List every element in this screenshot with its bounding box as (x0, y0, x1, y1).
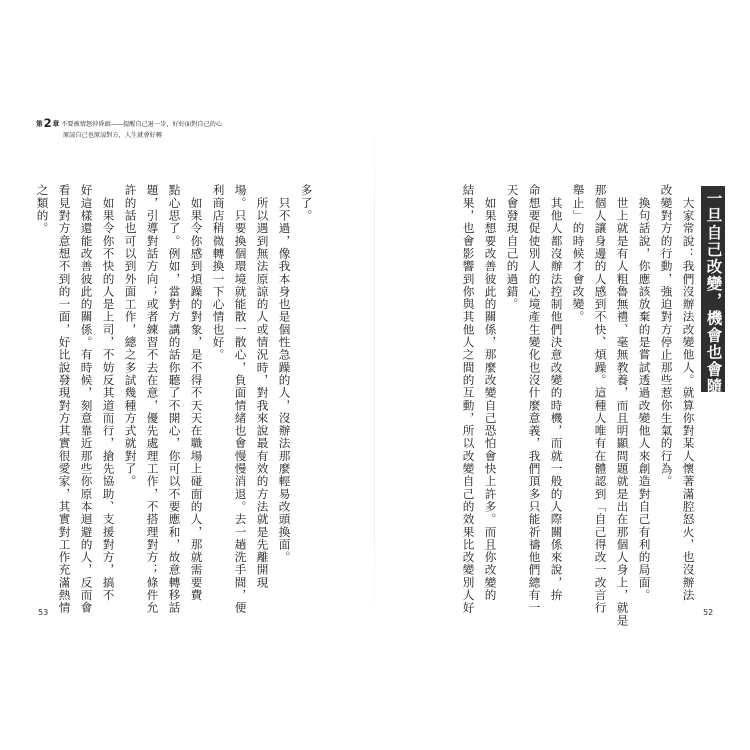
left-text-column: 利商店稍微轉換一下心情也好。 (211, 184, 226, 362)
right-text-column: 舉止」的時候才會改變。 (571, 184, 586, 324)
left-text-column: 好這樣還能改善彼此的關係。有時候，刻意靠近那些你原本迴避的人，反而會 (79, 184, 94, 615)
left-text-column: 點心思了。例如，當對方講的話你聽了不開心，你可以不要應和，故意轉移話 (167, 184, 182, 615)
right-text-column: 大家常說：我們沒辦法改變他人。就算你對某人懷著滿腔怒火，也沒辦法 (681, 184, 696, 602)
right-page-number: 52 (703, 608, 714, 617)
left-text-column: 題，引導對話方向；或者練習不去在意，優先處理工作，不搭理對方；條件允 (145, 184, 160, 615)
right-text-column: 那個人讓身邊的人感到不快、煩躁。這種人唯有在體認到「自己得改一改言行 (593, 184, 608, 615)
left-text-column: 看見對方意想不到的一面，好比說發現對方其實很愛家，其實對工作充滿熱情 (57, 184, 72, 615)
right-text-column: 其他人都沒辦法控制他們決意改變的時機，而就一般的人際關係來說，拚 (549, 184, 564, 602)
left-text-column: 多了。 (299, 184, 314, 222)
left-text-column: 如果令你感到煩躁的對象，是不得不天天在職場上碰面的人，那就需要費 (189, 184, 204, 602)
section-heading: 一旦自己改變，機會也會隨之而來 (704, 190, 723, 447)
right-text-column: 改變對方的行動，強迫對方停止那些惹你生氣的行為。 (659, 184, 674, 488)
chapter-suffix: 章 (52, 120, 60, 128)
right-text-column: 天會發現自己的過錯。 (505, 184, 520, 311)
left-text-column: 許的話也可以到外面工作，總之多試幾種方式就對了。 (123, 184, 138, 488)
chapter-title-line-2: 原諒自己也原諒對方，人生就會好轉 (63, 132, 162, 139)
running-header-line-1 (36, 118, 336, 130)
left-text-column: 場。只要換個環境就能散一散心，負面情緒也會慢慢消退。去一趟洗手間，便 (233, 184, 248, 615)
left-text-column: 之類的。 (35, 184, 50, 235)
chapter-prefix: 第 (36, 120, 43, 128)
left-text-column: 如果令你不快的人是上司，不妨反其道而行，搶先協助、支援對方，搞不 (101, 184, 116, 602)
chapter-title-line-1: 不要被情怒沖昏頭——提醒自己退一步，好好面對自己的心 (61, 121, 223, 128)
chapter-label (36, 116, 60, 130)
running-header-line-2 (36, 130, 336, 141)
right-text-column: 結果，也會影響到你與其他人之間的互動，所以改變自己的效果比改變別人好 (461, 184, 476, 615)
right-text-column: 如果想要改善彼此的關係，那麼改變自己恐怕會快上許多。而且你改變的 (483, 184, 498, 602)
left-text-column: 所以遇到無法原諒的人或情況時，對我來說最有效的方法就是先離開現 (255, 184, 270, 589)
right-text-column: 換句話說，你應該放棄的是嘗試透過改變他人來創造對自己有利的局面。 (637, 184, 652, 602)
left-page-number: 53 (38, 608, 49, 617)
right-text-column: 命想要促使別人的心境產生變化也沒什麼意義，我們頂多只能祈禱他們總有一 (527, 184, 542, 615)
left-text-column: 只不過，像我本身也是個性急躁的人，沒辦法那麼輕易改頭換面。 (277, 184, 292, 564)
right-text-column: 世上就是有人粗魯無禮、毫無教養，而且明顯問題就是出在那個人身上，就是 (615, 184, 630, 627)
chapter-number: 2 (43, 116, 52, 130)
page-gutter (374, 110, 375, 630)
running-header (36, 118, 336, 141)
